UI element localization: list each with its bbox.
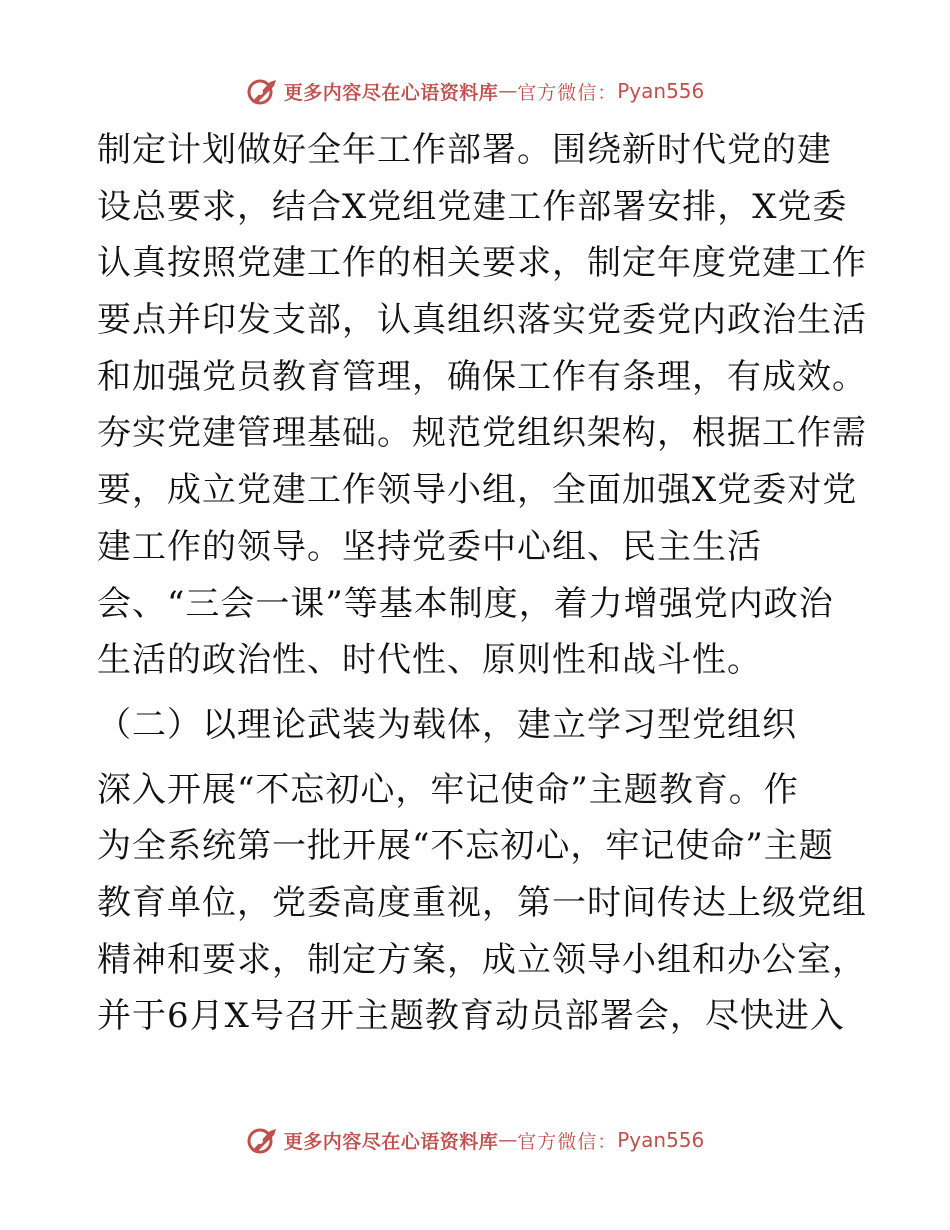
document-body bbox=[97, 122, 867, 1045]
text-line: 要，成立党建工作领导小组，全面加强X党委对党 bbox=[97, 470, 858, 511]
text-line: 和加强党员教育管理，确保工作有条理，有成效。 bbox=[97, 356, 867, 397]
watermark-wechat-label: 官方微信： bbox=[517, 1130, 618, 1153]
watermark-wechat-id: Pyan556 bbox=[617, 79, 705, 103]
paragraph-1 bbox=[97, 122, 867, 689]
text-line: 精神和要求，制定方案，成立领导小组和办公室， bbox=[97, 939, 867, 980]
text-line: 生活的政治性、时代性、原则性和战斗性。 bbox=[97, 640, 762, 681]
text-line: 夯实党建管理基础。规范党组织架构，根据工作需 bbox=[97, 413, 867, 454]
text-line: 教育单位，党委高度重视，第一时间传达上级党组 bbox=[97, 882, 867, 923]
header-watermark bbox=[0, 76, 950, 106]
paragraph-2 bbox=[97, 762, 867, 1045]
text-line: 建工作的领导。坚持党委中心组、民主生活 bbox=[97, 526, 762, 567]
text-line: 要点并印发支部，认真组织落实党委党内政治生活 bbox=[97, 300, 867, 341]
text-line: 并于6月X号召开主题教育动员部署会，尽快进入 bbox=[97, 996, 845, 1037]
watermark-wechat-label: 官方微信： bbox=[517, 81, 618, 104]
text-line: 设总要求，结合X党组党建工作部署安排，X党委 bbox=[97, 186, 848, 227]
section-heading bbox=[97, 697, 857, 754]
text-line: 会、“三会一课”等基本制度，着力增强党内政治 bbox=[97, 583, 834, 624]
footer-watermark bbox=[0, 1125, 950, 1155]
text-line: 为全系统第一批开展“不忘初心，牢记使命”主题 bbox=[97, 826, 834, 867]
watermark-main-text: 更多内容尽在心语资料库 bbox=[283, 1130, 499, 1153]
text-line: 制定计划做好全年工作部署。围绕新时代党的建 bbox=[97, 130, 832, 170]
pen-logo-icon bbox=[246, 1125, 280, 1155]
watermark-wechat-id: Pyan556 bbox=[617, 1128, 705, 1152]
watermark-dash: — bbox=[498, 80, 518, 102]
watermark-dash: — bbox=[498, 1129, 518, 1151]
text-line: 深入开展“不忘初心，牢记使命”主题教育。作 bbox=[97, 769, 799, 810]
text-line: 认真按照党建工作的相关要求，制定年度党建工作 bbox=[97, 243, 867, 284]
section-heading-text: （二）以理论武装为载体，建立学习型党组织 bbox=[97, 704, 797, 745]
pen-logo-icon bbox=[246, 76, 280, 106]
watermark-main-text: 更多内容尽在心语资料库 bbox=[283, 81, 499, 104]
